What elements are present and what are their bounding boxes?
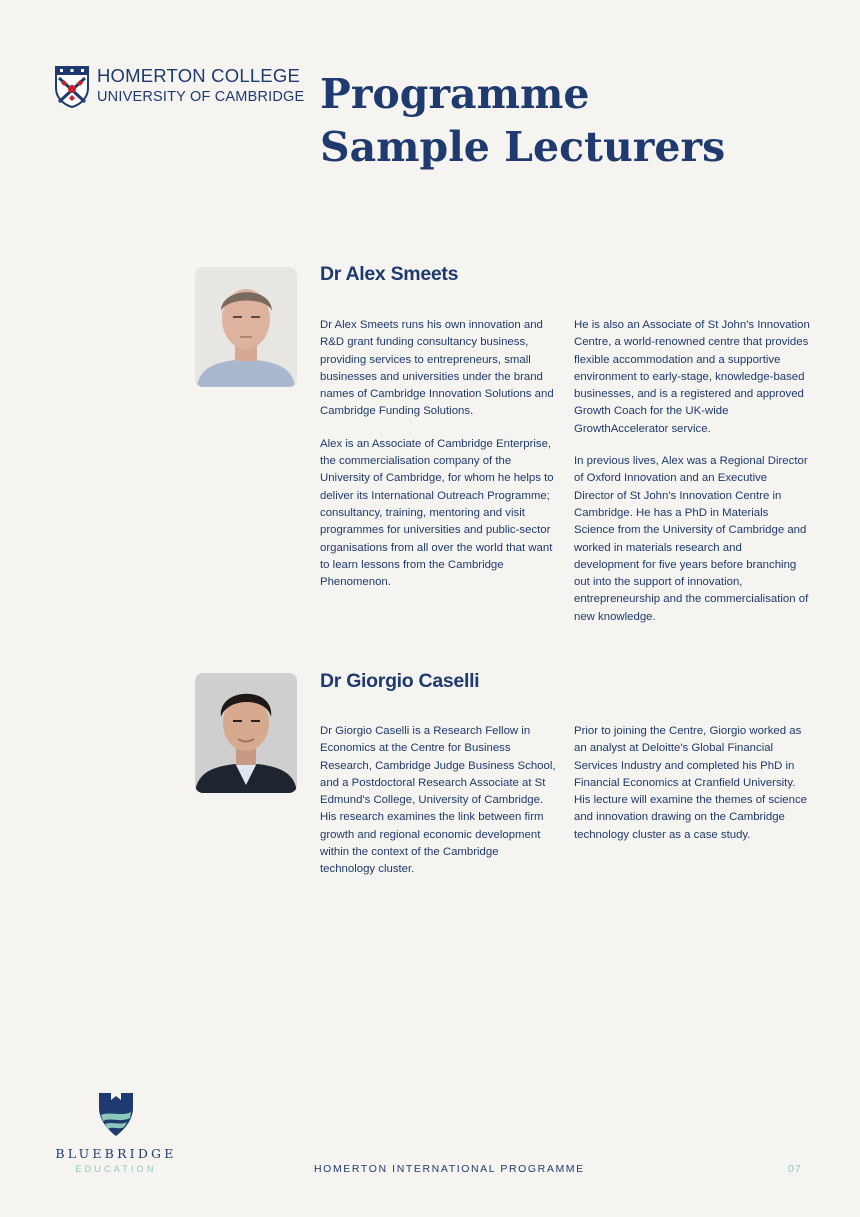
college-name: HOMERTON COLLEGE — [97, 65, 300, 86]
homerton-crest-icon — [55, 66, 89, 108]
university-name: UNIVERSITY OF CAMBRIDGE — [97, 88, 305, 105]
lecturer-bio-left — [320, 723, 556, 894]
lecturer-bio-right — [574, 317, 810, 641]
bio-paragraph: Dr Giorgio Caselli is a Research Fellow in Economics at the Centre for Business Research, Cambridge Judge Business School, and a Postdoctoral Research Associate at St Edmund's College, University of Cambridge. His research examines the link between firm growth and regional economic development within the context of the Cambridge technology cluster. — [320, 725, 556, 876]
programme-name: HOMERTON INTERNATIONAL PROGRAMME — [314, 1163, 585, 1175]
lecturer-photo-giorgio-caselli — [195, 673, 297, 793]
lecturer-bio-right — [574, 723, 810, 859]
bio-paragraph: He is also an Associate of St John's Innovation Centre, a world-renowned centre that provides flexible accommodation and a supportive environment to early-stage, knowledge-based businesses, and is a registered and approved Growth Coach for the UK-wide GrowthAccelerator service. — [574, 319, 810, 435]
page-number: 07 — [788, 1163, 802, 1175]
bio-paragraph: Alex is an Associate of Cambridge Enterprise, the commercialisation company of the University of Cambridge, for whom he helps to deliver its International Outreach Programme; consultancy, training, mentoring and visit programmes for universities and public-sector organisations from all over the world that want to learn lessons from the Cambridge Phenomenon. — [320, 437, 554, 589]
portrait-image — [195, 673, 297, 793]
bluebridge-logo — [55, 1090, 177, 1174]
bio-paragraph: In previous lives, Alex was a Regional Director of Oxford Innovation and an Executive Director of St John's Innovation Centre in Cambridge. He has a PhD in Materials Science from the University of Cambridge and worked in materials research and development for five years before branching out into the support of innovation, entrepreneurship and the commercialisation of new knowledge. — [574, 455, 809, 623]
bio-paragraph: Dr Alex Smeets runs his own innovation and R&D grant funding consultancy business, providing services to entrepreneurs, small businesses and universities under the brand names of Cambridge Innovation Solutions and Cambridge Funding Solutions. — [320, 319, 554, 418]
page-title-line1: Programme — [320, 70, 590, 118]
college-logo — [55, 66, 304, 108]
page-title — [320, 68, 725, 174]
lecturer-name: Dr Alex Smeets — [320, 263, 459, 285]
page-title-line2: Sample Lecturers — [320, 123, 726, 171]
lecturer-photo-alex-smeets — [195, 267, 297, 387]
brand-subtitle: EDUCATION — [75, 1164, 157, 1174]
brand-name: BLUEBRIDGE — [55, 1146, 177, 1161]
bluebridge-shield-icon — [96, 1090, 136, 1138]
lecturer-bio-left — [320, 317, 556, 606]
portrait-image — [195, 267, 297, 387]
bio-paragraph: Prior to joining the Centre, Giorgio worked as an analyst at Deloitte's Global Financial Services Industry and completed his PhD in Financial Economics at Cranfield University. His lecture will examine the themes of science and innovation drawing on the Cambridge technology cluster as a case study. — [574, 725, 807, 841]
lecturer-name: Dr Giorgio Caselli — [320, 670, 480, 692]
